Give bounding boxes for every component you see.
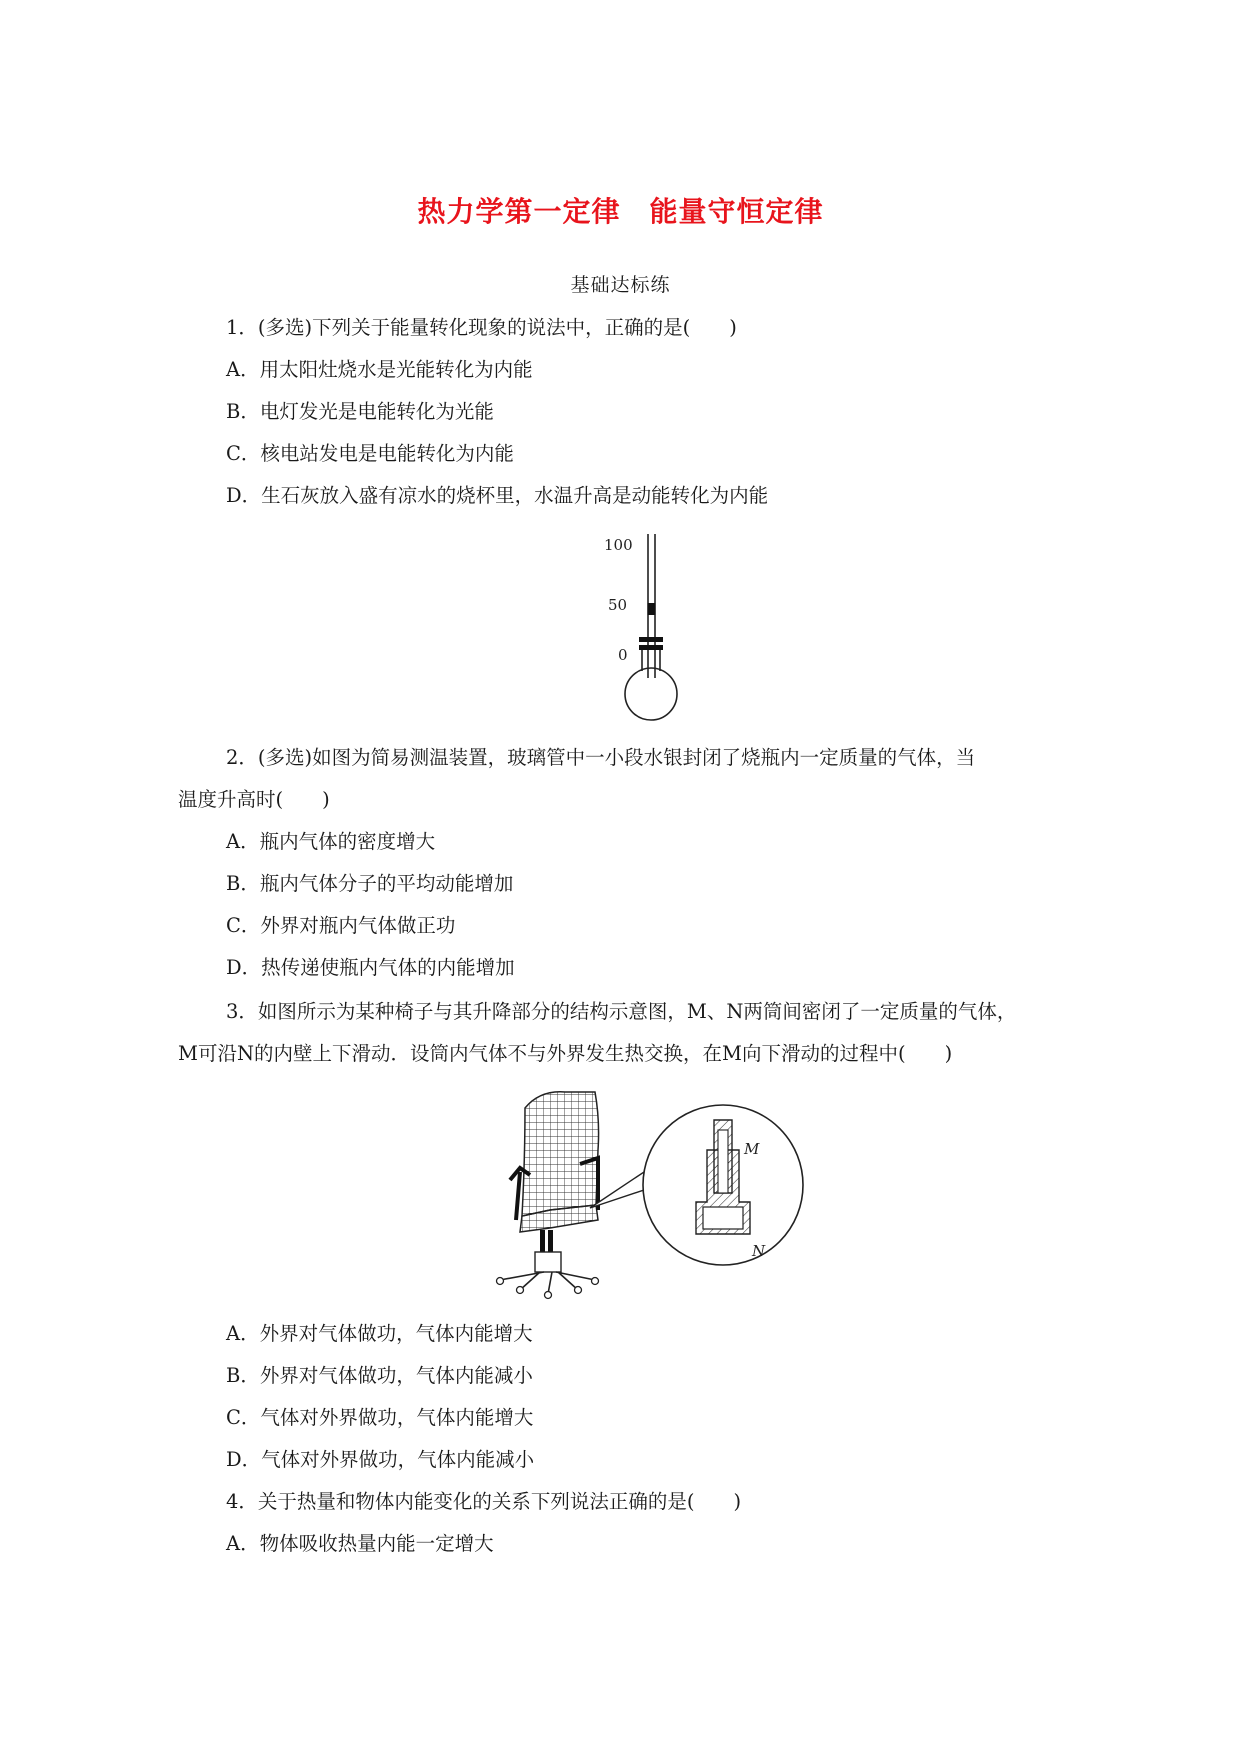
label-m: M: [744, 1140, 760, 1158]
scale-label-0: 0: [618, 646, 628, 664]
q3-stem-line2: M可沿N的内壁上下滑动．设筒内气体不与外界发生热交换，在M向下滑动的过程中( ): [178, 1042, 953, 1065]
scale-label-100: 100: [604, 536, 633, 554]
q2-stem-line2: 温度升高时( ): [178, 788, 330, 811]
q3-option-b: B．外界对气体做功，气体内能减小: [226, 1364, 533, 1387]
chair-cylinder-figure: [480, 1080, 810, 1300]
scale-label-50: 50: [608, 596, 628, 614]
q1-option-d: D．生石灰放入盛有凉水的烧杯里，水温升高是动能转化为内能: [226, 484, 769, 507]
q3-stem-line1: 3．如图所示为某种椅子与其升降部分的结构示意图，M、N两筒间密闭了一定质量的气体，: [226, 1000, 1017, 1023]
q2-option-d: D．热传递使瓶内气体的内能增加: [226, 956, 515, 979]
cylinder-detail: [590, 1105, 803, 1265]
q1-option-b: B．电灯发光是电能转化为光能: [226, 400, 494, 423]
q2-option-c: C．外界对瓶内气体做正功: [226, 914, 456, 937]
q4-stem: 4．关于热量和物体内能变化的关系下列说法正确的是( ): [226, 1490, 742, 1513]
q2-option-b: B．瓶内气体分子的平均动能增加: [226, 872, 514, 895]
chair-drawing: [497, 1092, 599, 1299]
q2-stem-line1: 2．(多选)如图为简易测温装置，玻璃管中一小段水银封闭了烧瓶内一定质量的气体，当: [226, 746, 976, 769]
q1-option-c: C．核电站发电是电能转化为内能: [226, 442, 514, 465]
q2-option-a: A．瓶内气体的密度增大: [226, 830, 436, 853]
page-title: 热力学第一定律 能量守恒定律: [417, 195, 824, 228]
q3-option-d: D．气体对外界做功，气体内能减小: [226, 1448, 535, 1471]
q1-option-a: A．用太阳灶烧水是光能转化为内能: [226, 358, 533, 381]
thermometer-flask-figure: [590, 530, 700, 730]
q4-option-a: A．物体吸收热量内能一定增大: [226, 1532, 494, 1555]
q3-option-c: C．气体对外界做功，气体内能增大: [226, 1406, 534, 1429]
label-n: N: [752, 1242, 766, 1260]
q3-option-a: A．外界对气体做功，气体内能增大: [226, 1322, 533, 1345]
section-subtitle: 基础达标练: [570, 274, 671, 296]
q1-stem: 1．(多选)下列关于能量转化现象的说法中，正确的是( ): [226, 316, 737, 339]
